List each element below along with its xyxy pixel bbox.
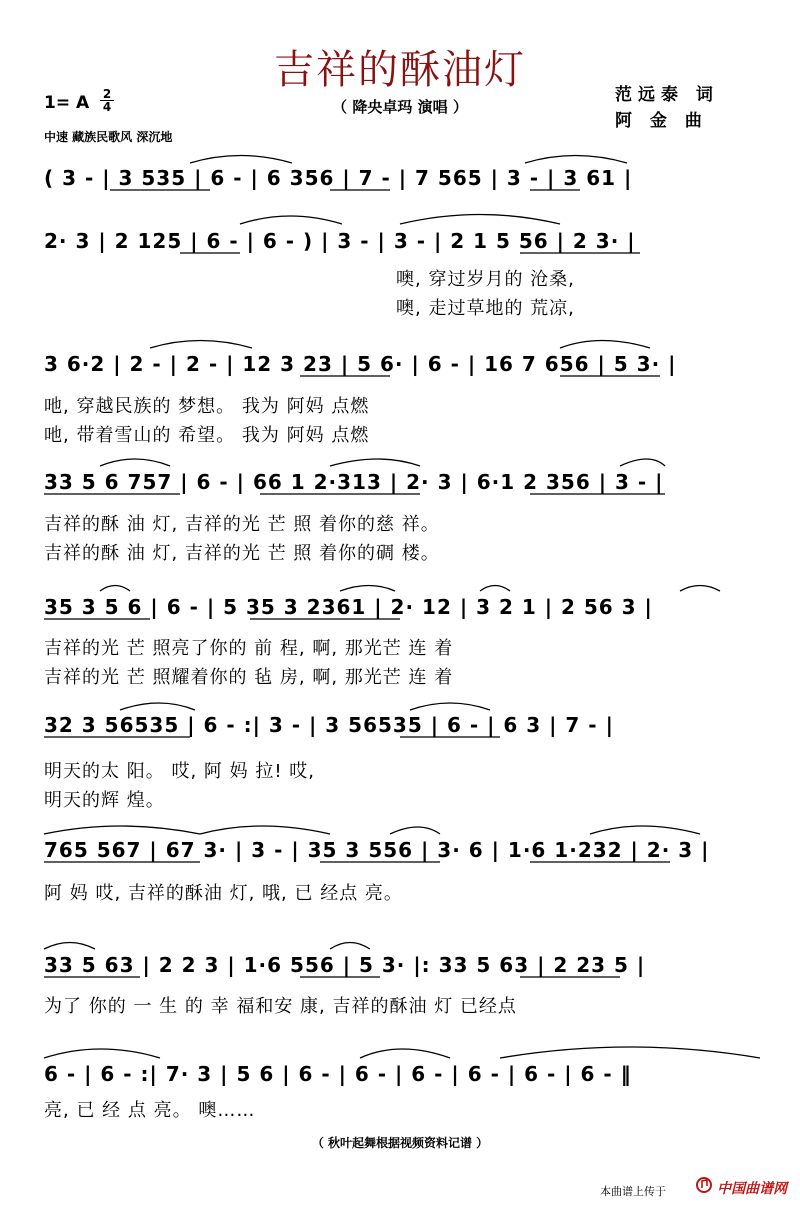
key-signature: 1= A: [44, 93, 90, 113]
slur-mark: [400, 215, 560, 225]
notation-system-3: 3 6·2 | 2 - | 2 - | 12 3 23 | 5 6· | 6 - | 16 7 656 | 5 3· |: [44, 352, 677, 376]
tempo-marking: 中速 藏族民歌风 深沉地: [44, 130, 173, 144]
notation-system-1: ( 3 - | 3 535 | 6 - | 6 356 | 7 - | 7 565 | 3 - | 3 61 |: [44, 166, 633, 190]
slur-mark: [340, 586, 395, 592]
transcription-source: （ 秋叶起舞根据视频资料记谱 ）: [311, 1136, 489, 1150]
lyric-system-4-verse-1: 吉祥的酥 油 灯, 吉祥的光 芒 照 着你的慈 祥。: [44, 514, 440, 535]
slur-mark: [590, 826, 700, 834]
composer-credit: 阿 金 曲: [615, 111, 708, 131]
lyricist-credit: 范远泰 词: [615, 85, 719, 105]
slur-mark: [360, 1049, 450, 1058]
performer-credit: （ 降央卓玛 演唱 ）: [332, 98, 468, 116]
lyric-system-8-verse-1: 为了 你的 一 生 的 幸 福和安 康, 吉祥的酥油 灯 已经点: [44, 996, 517, 1017]
notation-system-4: 33 5 6 757 | 6 - | 66 1 2·313 | 2· 3 | 6·1 2 356 | 3 - |: [44, 470, 664, 494]
slur-mark: [44, 943, 95, 950]
slur-mark: [100, 586, 130, 592]
time-signature-top: 2: [100, 88, 114, 101]
notation-system-5: 35 3 5 6 | 6 - | 5 35 3 2361 | 2· 12 | 3 2 1 | 2 56 3 |: [44, 595, 653, 619]
lyric-system-9-verse-1: 亮, 已 经 点 亮。 噢……: [44, 1100, 256, 1121]
lyric-system-6-verse-2: 明天的辉 煌。: [44, 790, 165, 811]
slur-mark: [150, 341, 252, 349]
slur-mark: [240, 216, 342, 224]
slur-mark: [200, 826, 330, 834]
notation-system-6: 32 3 56535 | 6 - :| 3 - | 3 56535 | 6 - | 6 3 | 7 - |: [44, 713, 614, 737]
slur-mark: [620, 459, 665, 466]
notation-system-7: 765 567 | 67 3· | 3 - | 35 3 556 | 3· 6 | 1·6 1·232 | 2· 3 |: [44, 838, 710, 862]
slur-mark: [390, 827, 440, 834]
slur-mark: [680, 586, 720, 592]
slur-mark: [525, 156, 627, 164]
slur-mark: [330, 943, 370, 950]
notation-system-8: 33 5 63 | 2 2 3 | 1·6 556 | 5 3· |: 33 5 63 | 2 23 5 |: [44, 953, 646, 977]
slur-mark: [410, 703, 490, 710]
logo-text: 中国曲谱网: [717, 1181, 788, 1197]
lyric-system-3-verse-2: 吔, 带着雪山的 希望。 我为 阿妈 点燃: [44, 425, 370, 446]
lyric-system-5-verse-1: 吉祥的光 芒 照亮了你的 前 程, 啊, 那光芒 连 着: [44, 638, 454, 659]
slur-mark: [100, 459, 170, 466]
slur-mark: [500, 1047, 760, 1058]
lyric-system-4-verse-2: 吉祥的酥 油 灯, 吉祥的光 芒 照 着你的碉 楼。: [44, 543, 440, 564]
lyric-system-2-verse-2: 噢, 走过草地的 荒凉,: [396, 298, 575, 319]
slur-mark: [560, 341, 650, 349]
slur-mark: [480, 586, 510, 592]
lyric-system-6-verse-1: 明天的太 阳。 哎, 阿 妈 拉! 哎,: [44, 761, 315, 782]
time-signature-bottom: 4: [102, 100, 112, 114]
notation-system-9: 6 - | 6 - :| 7· 3 | 5 6 | 6 - | 6 - | 6 - | 6 - | 6 - | 6 - ‖: [44, 1062, 632, 1086]
slur-mark: [330, 459, 420, 466]
lyric-system-3-verse-1: 吔, 穿越民族的 梦想。 我为 阿妈 点燃: [44, 396, 370, 417]
lyric-system-7-verse-1: 阿 妈 哎, 吉祥的酥油 灯, 哦, 已 经点 亮。: [44, 883, 403, 904]
upload-note: 本曲谱上传于: [600, 1185, 666, 1198]
score-title: 吉祥的酥油灯: [274, 47, 526, 93]
slur-mark: [120, 703, 195, 710]
lyric-system-5-verse-2: 吉祥的光 芒 照耀着你的 毡 房, 啊, 那光芒 连 着: [44, 667, 454, 688]
slur-mark: [44, 1049, 160, 1058]
slur-mark: [44, 826, 200, 834]
slur-mark: [190, 156, 292, 164]
lyric-system-2-verse-1: 噢, 穿过岁月的 沧桑,: [396, 269, 575, 290]
notation-system-2: 2· 3 | 2 125 | 6 - | 6 - ) | 3 - | 3 - | 2 1 5 56 | 2 3· |: [44, 229, 636, 253]
